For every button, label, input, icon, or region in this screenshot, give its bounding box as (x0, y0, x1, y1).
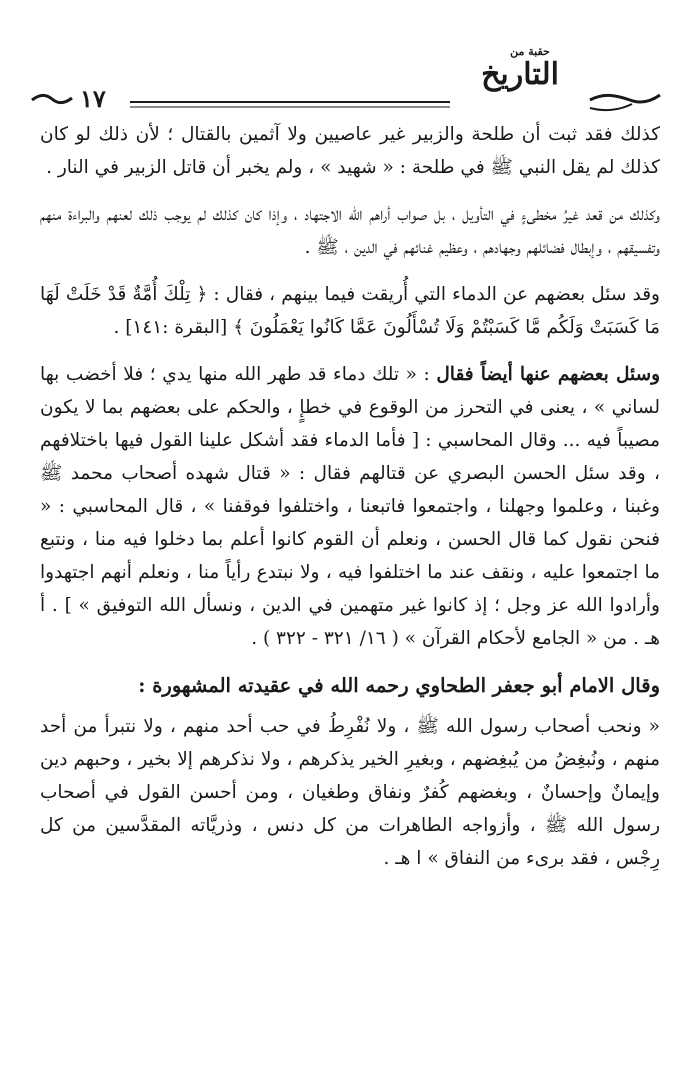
paragraph-2: وكذلك من قعد غيرُ مخطىءٍ في التأويل ، بل صواب أراهم الله الاجتهاد ، وإذا كان كذلك لم يوجب ذلك لعنهم والبراءة منهم وتفسيقهم ، وإبطال فضائلهم وجهادهم ، وعظيم غنائهم في الدين ، ﷺ . (40, 204, 660, 258)
paragraph-4-text: : « تلك دماء قد طهر الله منها يدي ؛ فلا أخضب بها لساني » ، يعنى في التحرز من الوقوع في خطإٍ ، والحكم على بعضهم بما لا يكون مصيباً فيه ... وقال المحاسبي : [ فأما الدماء فقد أشكل علينا القول فيها باختلافهم ، وقد سئل الحسن البصري عن قتالهم فقال : « قتال شهده أصحاب محمد ﷺ وغبنا ، وعلموا وجهلنا ، واجتمعوا فاتبعنا ، واختلفوا فوقفنا » ، قال المحاسبي : « فنحن نقول كما قال الحسن ، ونعلم أن القوم كانوا أعلم بما دخلوا فيه منا ، ونتبع ما اجتمعوا عليه ، ونقف عند ما اختلفوا فيه ، ولا نبتدع رأياً منا ، ونعلم أنهم اجتهدوا وأرادوا الله عز وجل ؛ إذ كانوا غير متهمين في الدين ، ونسأل الله التوفيق » ] . أ هـ . من « الجامع لأحكام القرآن » ( ١٦/ ٣٢١ - ٣٢٢ ) . (40, 364, 660, 649)
running-header (0, 0, 698, 120)
section-heading-text: وقال الامام أبو جعفر الطحاوي رحمه الله في عقيدته المشهورة : (138, 674, 660, 697)
paragraph-1: كذلك فقد ثبت أن طلحة والزبير غير عاصيين ولا آثمين بالقتال ؛ لأن ذلك لو كان كذلك لم يقل النبي ﷺ في طلحة : « شهيد » ، ولم يخبر أن قاتل الزبير في النار . (40, 124, 660, 178)
quote-paragraph: « ونحب أصحاب رسول الله ﷺ ، ولا نُفْرِطُ في حب أحد منهم ، ولا نتبرأ من أحد منهم ، ونُبغِضُ من يُبغِضهم ، وبغيرِ الخير يذكرهم ، ولا نذكرهم إلا بخير ، وحبهم دين وإيمانٌ وإحسانٌ ، وبغضهم كُفرٌ ونفاق وطغيان ، ومن أحسن القول في أصحاب رسول الله ﷺ ، وأزواجه الطاهرات من كل دنس ، وذريَّاته المقدَّسين من كل رِجْس ، فقد برىء من النفاق » ا هـ . (40, 716, 660, 869)
header-subtitle: حقبة من (510, 45, 550, 58)
paragraph-4-lead: وسئل بعضهم عنها أيضاً فقال (436, 364, 661, 385)
body-text (40, 118, 660, 883)
paragraph-3: وقد سئل بعضهم عن الدماء التي أُريقت فيما بينهم ، فقال : ﴿ تِلْكَ أُمَّةٌ قَدْ خَلَتْ لَهَا مَا كَسَبَتْ وَلَكُم مَّا كَسَبْتُمْ وَلَا تُسْأَلُونَ عَمَّا كَانُوا يَعْمَلُونَ ﴾ [البقرة :١٤١] . (40, 284, 660, 338)
page-number: ١٧ (80, 84, 106, 113)
section-heading (40, 669, 660, 702)
paragraph-4 (40, 358, 660, 655)
header-title: التاريخ (481, 57, 559, 92)
